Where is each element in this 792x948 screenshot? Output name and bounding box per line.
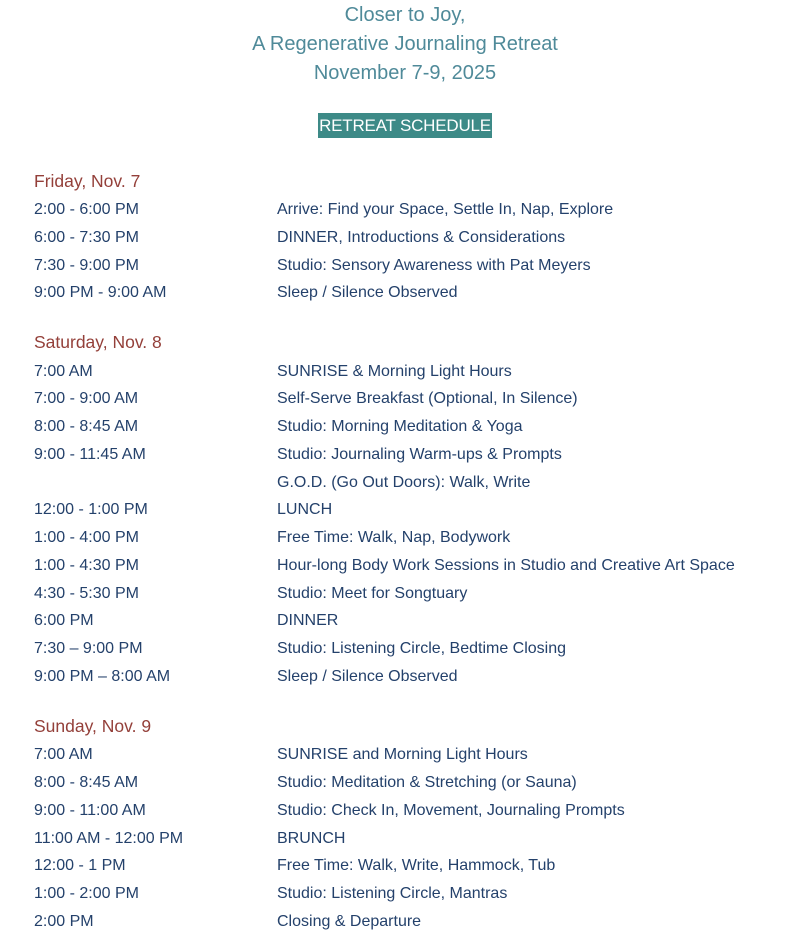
- row-activity: SUNRISE and Morning Light Hours: [277, 746, 528, 763]
- day-heading-friday: Friday, Nov. 7: [34, 171, 141, 191]
- row-activity: DINNER, Introductions & Considerations: [277, 229, 566, 246]
- schedule-row: [0, 226, 792, 250]
- row-activity: Studio: Sensory Awareness with Pat Meyers: [277, 257, 591, 274]
- row-time: 11:00 AM - 12:00 PM: [34, 830, 184, 847]
- row-time: 6:00 PM: [34, 612, 94, 629]
- schedule-row: [0, 254, 792, 278]
- row-time: 1:00 - 4:00 PM: [34, 529, 139, 546]
- day-heading-sunday: Sunday, Nov. 9: [34, 716, 152, 736]
- row-activity: LUNCH: [277, 501, 333, 518]
- row-time: 9:00 - 11:45 AM: [34, 446, 146, 463]
- row-time: 6:00 - 7:30 PM: [34, 229, 139, 246]
- row-activity: Free Time: Walk, Write, Hammock, Tub: [277, 857, 556, 874]
- retreat-title: Closer to Joy,: [344, 4, 466, 26]
- row-activity: Studio: Listening Circle, Bedtime Closing: [277, 640, 567, 657]
- row-time: 7:00 AM: [34, 363, 93, 380]
- schedule-row: [0, 281, 792, 305]
- schedule-row: [0, 799, 792, 823]
- schedule-row: [0, 526, 792, 550]
- row-activity: Studio: Morning Meditation & Yoga: [277, 418, 523, 435]
- row-time: 1:00 - 4:30 PM: [34, 557, 139, 574]
- row-time: 8:00 - 8:45 AM: [34, 418, 139, 435]
- row-time: 8:00 - 8:45 AM: [34, 774, 139, 791]
- row-time: 7:00 AM: [34, 746, 93, 763]
- schedule-row: [0, 743, 792, 767]
- row-time: 7:00 - 9:00 AM: [34, 390, 139, 407]
- day-heading-saturday: Saturday, Nov. 8: [34, 332, 162, 352]
- row-activity: Studio: Check In, Movement, Journaling Prompts: [277, 802, 625, 819]
- row-activity: Closing & Departure: [277, 913, 422, 930]
- row-time: 9:00 PM - 9:00 AM: [34, 284, 167, 301]
- schedule-row: [0, 882, 792, 906]
- row-activity: Studio: Meditation & Stretching (or Sauna): [277, 774, 577, 791]
- row-activity: Sleep / Silence Observed: [277, 668, 458, 685]
- row-activity: BRUNCH: [277, 830, 346, 847]
- row-time: 12:00 - 1 PM: [34, 857, 126, 874]
- row-time: 7:30 - 9:00 PM: [34, 257, 139, 274]
- retreat-subtitle: A Regenerative Journaling Retreat: [252, 33, 558, 55]
- row-time: 9:00 - 11:00 AM: [34, 802, 146, 819]
- row-time: 7:30 – 9:00 PM: [34, 640, 143, 657]
- schedule-row: [0, 471, 792, 495]
- row-activity: Hour-long Body Work Sessions in Studio and Creative Art Space: [277, 557, 735, 574]
- schedule-row: [0, 827, 792, 851]
- row-activity: Studio: Meet for Songtuary: [277, 585, 468, 602]
- schedule-row: [0, 443, 792, 467]
- row-time: 2:00 PM: [34, 913, 94, 930]
- row-activity: DINNER: [277, 612, 339, 629]
- row-time: 9:00 PM – 8:00 AM: [34, 668, 171, 685]
- row-activity: Sleep / Silence Observed: [277, 284, 458, 301]
- row-activity: G.O.D. (Go Out Doors): Walk, Write: [277, 474, 531, 491]
- retreat-dates: November 7-9, 2025: [313, 62, 497, 84]
- schedule-badge: RETREAT SCHEDULE: [318, 113, 492, 138]
- row-time: 2:00 - 6:00 PM: [34, 201, 139, 218]
- schedule-row: [0, 415, 792, 439]
- row-time: 1:00 - 2:00 PM: [34, 885, 139, 902]
- schedule-row: [0, 609, 792, 633]
- row-activity: Self-Serve Breakfast (Optional, In Silence): [277, 390, 578, 407]
- schedule-row: [0, 637, 792, 661]
- schedule-badge-wrap: [0, 113, 792, 138]
- schedule-row: [0, 387, 792, 411]
- schedule-row: [0, 360, 792, 384]
- schedule-row: [0, 198, 792, 222]
- row-time: 4:30 - 5:30 PM: [34, 585, 139, 602]
- row-activity: SUNRISE & Morning Light Hours: [277, 363, 512, 380]
- row-activity: Studio: Listening Circle, Mantras: [277, 885, 508, 902]
- schedule-row: [0, 498, 792, 522]
- schedule-row: [0, 910, 792, 934]
- schedule-row: [0, 854, 792, 878]
- schedule-row: [0, 665, 792, 689]
- row-activity: Arrive: Find your Space, Settle In, Nap, Explore: [277, 201, 614, 218]
- row-time: 12:00 - 1:00 PM: [34, 501, 148, 518]
- schedule-row: [0, 554, 792, 578]
- schedule-row: [0, 582, 792, 606]
- row-activity: Studio: Journaling Warm-ups & Prompts: [277, 446, 562, 463]
- schedule-row: [0, 771, 792, 795]
- row-activity: Free Time: Walk, Nap, Bodywork: [277, 529, 511, 546]
